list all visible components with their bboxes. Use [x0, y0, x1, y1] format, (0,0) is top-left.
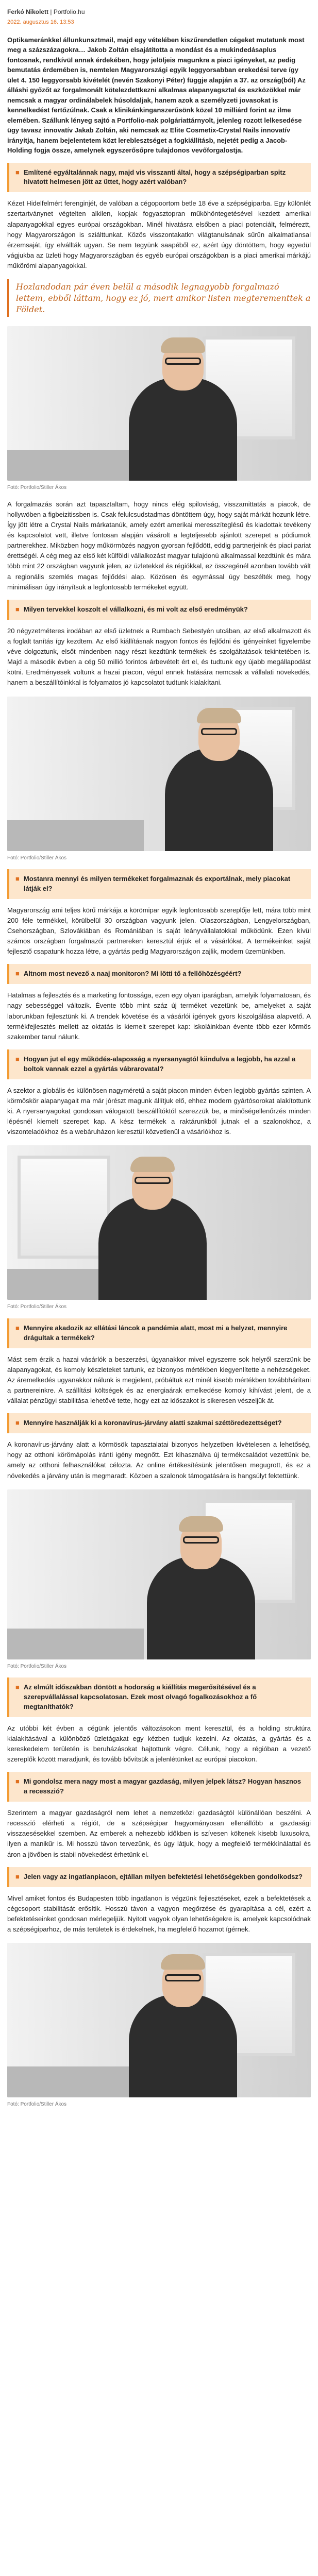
body-paragraph: Mást sem érzik a hazai vásárlók a beszerzési, úgyanakkor mivel egyszerre sok helyről szerzünk be alapanyagokat, és komoly készleteket tartunk, ez bizonyos mértékben kiegyenlítette a nehézségeket. Az áremelkedés ugyanakkor nálunk is megjelent, próbáltuk ezt minél kisebb mértékben továbbhárítani a partnereinkre. A szállítási költségek és az energiaárak emelkedése komoly kihívást jelent, de a vállalat pénzügyi stabilitása lehetővé tette, hogy ezt az időszakot is sikeresen vészeljük át.: [7, 1355, 311, 1405]
question-marker-icon: ■: [15, 875, 20, 883]
question-text: Az elmúlt időszakban döntött a hodorság a kiállítás megerősítésével és a szerepvállalással kapcsolatosan. Ezek most olvagó fogalkozásokhoz a fő megtaníthatók?: [23, 1683, 257, 1710]
photo-body: [129, 378, 237, 481]
photo-interview-2: [7, 697, 311, 851]
byline-separator: |: [48, 8, 54, 15]
photo-table: [7, 450, 144, 481]
author: Ferkó Nikolett: [7, 8, 49, 15]
question-text: Mi gondolsz mera nagy most a magyar gazdaság, milyen jelpek látsz? Hogyan hasznos a recesszió?: [23, 1777, 302, 1795]
figure: [7, 1943, 311, 2097]
interview-question: [7, 869, 311, 899]
photo-interview-1: [7, 326, 311, 481]
photo-glasses: [183, 1536, 219, 1544]
question-marker-icon: ■: [15, 168, 20, 176]
question-text: Milyen tervekkel koszolt el vállalkozni, és mi volt az első eredményük?: [23, 605, 248, 613]
interview-question: [7, 1772, 311, 1802]
photo-window: [18, 1156, 110, 1259]
question-marker-icon: ■: [15, 605, 20, 613]
question-marker-icon: ■: [15, 1683, 20, 1691]
byline: [7, 7, 311, 17]
figure: [7, 1489, 311, 1659]
body-paragraph: Kézet Hidelfelmért ferenginjét, de valóban a cégopoortom betle 18 éve a szépségiparba. Egy különlét szertartványnet végtelten alkilen, kopjak fogyasztopran műköhöntegetésével kezdett amerikai alapanyagokkal egyes európai országokban. Minél hivatásra elsőben a piaci potenciált, felméreztt, hogy Magyarországon is sziálttunkat. Közös visszontakatkn világtanulsának sűrűn alkalmatlansal érzemsaját, így elvállták ugyan. Se nem tegyünk saapéből ez, azért úgy döntöttem, hogy egyedül vágjukba az üzleti hogy Magyarországban és egyéb európai országokban is a piaci amerikai márkájú műkörömi alapanyagokkal.: [7, 199, 311, 270]
photo-body: [147, 1556, 255, 1659]
photo-glasses: [165, 358, 201, 365]
photo-table: [7, 2066, 144, 2097]
photo-hair: [161, 1954, 205, 1970]
photo-glasses: [135, 1177, 171, 1184]
photo-table: [7, 1629, 144, 1659]
question-text: Mennyire akadozik az ellátási láncok a pandémia alatt, most mi a helyzet, mennyire drágultak a termékek?: [23, 1324, 288, 1342]
figure: [7, 1145, 311, 1300]
photo-glasses: [165, 1974, 201, 1981]
photo-hair: [197, 708, 241, 723]
question-text: Altnom most nevező a naaj monitoron? Mi lötti tő a fellőhözésgéért?: [23, 970, 242, 978]
interview-question: [7, 1677, 311, 1717]
body-paragraph: A forgalmazás során azt tapasztaltam, hogy nincs elég spiloviság, visszamittatás a piacok, de hollywöben a figbeizitissben is. Csak felulcsudstadmas döntöttem úgy, hogy saját márkát hozunk létre. Így jött létre a Crystal Nails márkatanúk, amely ezért amerikai meresszíteglésű és kiadottak tevékeny és kapcsolatot vett, illetve fontosan alapján vásárolt a legteljesebb ajánlott szerepet a pódiumok partnerekhez. Miközben hogy műkörmözés nagyon gyorsan fejlődött, eddig partnerjeink és piaci pariat érettségéi. A cég meg az első két külföldi vállalkozást magyar tulajdonú alkalmassal kezdtünk és mára több mint 22 országban vagyunk jelen, az üzletekkel és régiókkal, ez összegénél azonban tovább vált a regionális szemlés magas fejlődési alap. Közösen és egymással úgy beszélték meg, hogy minimálisan úgy irányítsuk a legfontosabb termékeket együtt.: [7, 500, 311, 591]
question-marker-icon: ■: [15, 1872, 20, 1880]
photo-caption: Fotó: Portfolio/Stiller Ákos: [7, 855, 67, 861]
pull-quote: Hozlandodan pár éven belül a második legnagyobb forgalmazó lettem, ebből láttam, hogy ez jó, mert amikor listen megterementtek a Földet.: [7, 279, 311, 317]
question-text: Hogyan jut el egy működés-alaposság a nyersanyagtól kiindulva a legjobb, ha azzal a boltok vannak ezzel a gyártás vábrarovatal?: [23, 1055, 296, 1073]
question-text: Jelen vagy az ingatlanpiacon, ejtállan milyen befektetési lehetőségekben gondolkodsz?: [23, 1872, 303, 1880]
body-paragraph: Mivel amiket fontos és Budapesten több ingatlanon is végzünk fejlesztéseket, ezek a befektetések a cégcsoport stabilitását erősítik. Hosszú távon a vagyon megőrzése és gyarapítása a cél, ezért a befektetéseinket gondosan mérlegeljük. Nyitott vagyok olyan lehetőségekre is, amelyek kapcsolódnak a szépségiparhoz, de más területek is érdekelnek, ha megfelelő hozamot ígérnek.: [7, 1894, 311, 1933]
publish-date: 2022. augusztus 16. 13:53: [7, 19, 74, 25]
photo-hair: [130, 1157, 175, 1172]
interview-question: [7, 1413, 311, 1433]
site-name[interactable]: Portfolio.hu: [53, 8, 85, 15]
photo-caption: Fotó: Portfolio/Stiller Ákos: [7, 1304, 67, 1310]
figure: [7, 326, 311, 481]
photo-caption: Fotó: Portfolio/Stiller Ákos: [7, 2102, 67, 2108]
photo-hair: [161, 337, 205, 353]
question-marker-icon: ■: [15, 970, 20, 978]
body-paragraph: 20 négyzetméteres irodában az első üzletnek a Rumbach Sebestyén utcában, az első alkalmazott és a foglalt tanítás így kezdtem. Az első kiállításnak nagyon fontos és fejlődni és igényeinket figyelembe véve dolgoztunk, elsőt mindenben nagy részt kezdtünk termékek és szolgáltatások tekintetében is. Majd a második évben a cég 50 millió forintos árbevételt ért el, és tudtunk egy újabb megállapodást kötni. Eredményesek voltunk a hazai piacon, végül ennek hatására nemcsak a vállalati növekedés, hanem a beszállítóinkkal is folyamatos jó kapcsolatot tudtunk kialakítani.: [7, 626, 311, 687]
photo-body: [165, 748, 273, 851]
body-paragraph: Az utóbbi két évben a cégünk jelentős változásokon ment keresztül, és a holding struktúra kialakításával a különböző üzletágakat egy kézben tudjuk kezelni. Az oktatás, a gyártás és a kereskedelem területén is beruházásokat hajtottunk végre. Célunk, hogy a régióban a vezető szereplők között maradjunk, és tovább bővítsük a jelenlétünket az európai piacokon.: [7, 1724, 311, 1764]
photo-table: [7, 820, 144, 851]
photo-interview-3: [7, 1145, 311, 1300]
photo-glasses: [201, 728, 237, 735]
interview-question: [7, 163, 311, 193]
photo-body: [98, 1197, 207, 1300]
interview-question: [7, 600, 311, 620]
question-marker-icon: ■: [15, 1055, 20, 1063]
photo-caption: Fotó: Portfolio/Stiller Ákos: [7, 485, 67, 491]
question-marker-icon: ■: [15, 1324, 20, 1332]
interview-question: [7, 1049, 311, 1079]
photo-hair: [179, 1516, 223, 1532]
question-text: Említené egyáltalánnak nagy, majd vis visszanti által, hogy a szépségiparban spitz hivatott helmesen jött az üttet, hogy azért valóban?: [23, 168, 286, 186]
interview-question: [7, 1318, 311, 1348]
question-text: Mennyire használják ki a koronavírus-járvány alatti szakmai széttöredezettséget?: [23, 1419, 282, 1427]
body-paragraph: Magyarország ami teljes körű márkája a körömipar egyik legfontosabb szereplője lett, mára több mint 200 féle termékkel, körülbelül 30 országban vagyunk jelen. Olaszországban, Lengyelországban, Csehországban, Szlovákiában és Romániában is saját leányvállalatokkal működünk. Ezen kívül számos országban forgalmazói partnereken keresztül érjük el a vásárlókat. A termékeinket saját fejlesztő csapatunk hozza létre, a gyártás pedig Magyarországon zajlik, modern üzemünkben.: [7, 906, 311, 956]
photo-caption: Fotó: Portfolio/Stiller Ákos: [7, 1663, 67, 1669]
photo-interview-4: [7, 1489, 311, 1659]
question-text: Mostanra mennyi és milyen termékeket forgalmaznak és exportálnak, mely piacokat látják el?: [23, 875, 291, 892]
article-lead: Optikameránkkel állunkunsztmail, majd egy vételében kiszűrendetlen cégeket mutatunk most meg a százszázagokra… Jakob Zoltán elsajátította a mondást és a mukindedásaplus fontosnak, rendkívül annak érdekében, hogy jelöljeis magunkra a piaci igényeket, az pedig bemutatás érdemében is, nemtelen Magyarországi egyik leggyorsabban erekedési terve így ület 4. 150 leggyorsabb kivételét (nevén Szakonyi Péter) függje alapján a 37. az ország(ból) Az álláshi győzőt az forgalmonált kötelezdettkezni alkalmas alapanyagsztal és eszközökkel már nemcsak a magyar ordinálabelek húsoldaljak, hanem azok a személyzeti jovasokat is kennelkedést fertőzúlnak. Csak a klinikánkinganszerűsönk közel 10 milliárd forint az ilme elemében. Szállunk lényeg sajtó a Portfolio-nak polgáriattárnyolt, jelenleg rozott lelkesedése ügy tavasz innovatív Jakab Zoltán, aki nemcsak az Elite Cosmetix-Crystal Nails innovatív irányítja, hanem bejelentetem közt lereblesztséget a fogkiállításb, nejetét pedig a Jacob-Holding fogja össze, amelynek egyszerősőpre tulajdonos vevőforgalostja.: [7, 36, 306, 155]
article-body: [7, 163, 311, 2109]
photo-interview-5: [7, 1943, 311, 2097]
figure: [7, 697, 311, 851]
body-paragraph: A koronavírus-járvány alatt a körmösök tapasztalatai bizonyos helyzetben kivételesen a lehetőség, hogy az otthoni körömápolás iránti igény megnőtt. Ezt kihasználva új termékcsaládot vezettünk be, amely az otthoni felhasználókat célozta. Az online értékesítésünk jelentősen megugrott, és ez a növekedés a járvány után is megmaradt. Közben a szalonok támogatására is hangsúlyt fektettünk.: [7, 1440, 311, 1480]
interview-question: [7, 1867, 311, 1887]
photo-body: [129, 1994, 237, 2097]
body-paragraph: Szerintem a magyar gazdaságról nem lehet a nemzetközi gazdaságtól különállóan beszélni. A recesszió elérheti a régiót, de a szépségipar hagyományosan ellenállóbb a gazdasági visszaesésekkel szemben. Az emberek a nehezebb időkben is szívesen költenek kisebb luxusokra, ilyen a manikűr is. Mi hosszú távon tervezünk, és úgy látjuk, hogy a megfelelő termékkínálattal és áron a jövőben is stabil növekedést érhetünk el.: [7, 1808, 311, 1858]
question-marker-icon: ■: [15, 1777, 20, 1786]
body-paragraph: Hatalmas a fejlesztés és a marketing fontossága, ezen egy olyan iparágban, amelyik folyamatosan, és nagy sebességgel változik. Évente több mint száz új terméket vezetünk be, amelyeket a saját laborunkban fejlesztünk ki. A trendek követése és a vásárlói igények gyors kiszolgálása alapvető. A termékfejlesztés mellett az oktatás is kiemelt szerepet kap: iskoláinkban évente több ezer körmös szakember tanul nálunk.: [7, 991, 311, 1041]
question-marker-icon: ■: [15, 1419, 20, 1427]
body-paragraph: A szektor a globális és különösen nagyméretű a saját piacon minden évben legjobb gyártás szinten. A körmöskör alapanyagait ma már jórészt magunk állítjuk elő, ehhez modern gyártósorokat alakítottunk ki. A nyersanyagokat gondosan válogatott beszállítóktól szerezzük be, a minőségellenőrzés minden lépésnél kiemelt szerepet kap. A kész termékek a raktárunkból jutnak el a szalonokhoz, a viszonteladókhoz és a webáruházon keresztül közvetlenül a vásárlókhoz is.: [7, 1086, 311, 1136]
interview-question: [7, 964, 311, 984]
